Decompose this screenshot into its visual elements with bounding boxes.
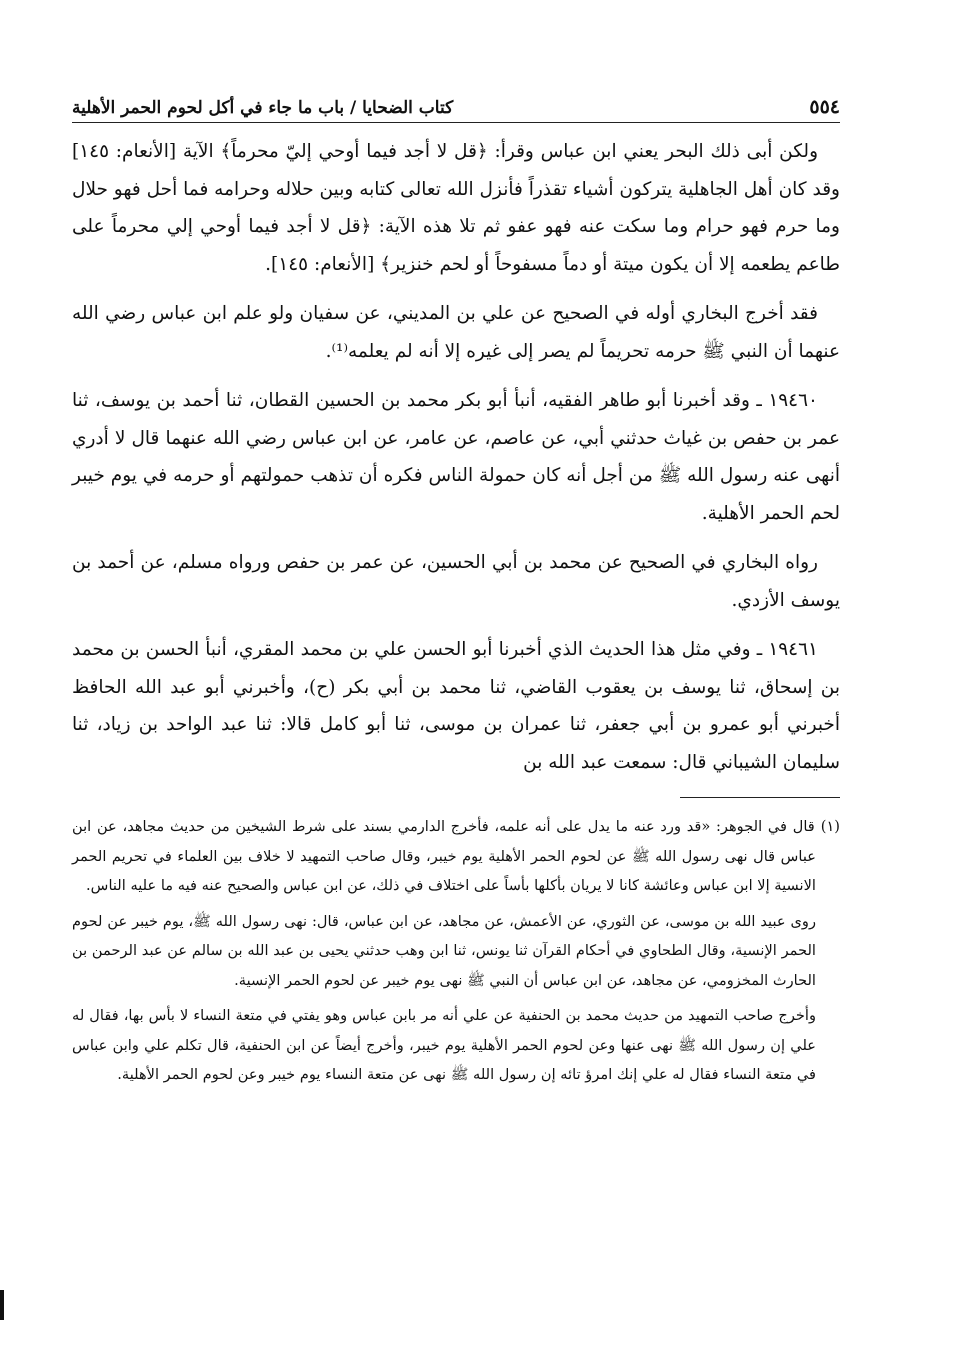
footnote-1 [72, 812, 840, 901]
paragraph-2: فقد أخرج البخاري أوله في الصحيح عن علي بن المديني، عن سفيان ولو علم ابن عباس رضي الله عنهما أن النبي ﷺ حرمه تحريماً لم يصر إلى غيره إلا أنه لم يعلمه⁽¹⁾. [72, 303, 840, 362]
footnotes [72, 812, 840, 1090]
hadith-19461: ١٩٤٦١ ـ وفي مثل هذا الحديث الذي أخبرنا أبو الحسن علي بن محمد المقري، أنبأ الحسن بن محمد بن إسحاق، ثنا يوسف بن يعقوب القاضي، ثنا محمد بن أبي بكر (ح)، وأخبرني أبو عبد الله الحافظ أخبرني أبو عمرو بن أبي جعفر، ثنا عمران بن موسى، ثنا أبو كامل قالا: ثنا عبد الواحد بن زياد، ثنا سليمان الشيباني قال: سمعت عبد الله بن [72, 639, 840, 773]
footnote-1-text: قال في الجوهر: «قد ورد عنه ما يدل على أنه علمه، فأخرج الدارمي بسند على شرط الشيخين من حديث مجاهد، عن ابن عباس قال نهى رسول الله ﷺ عن لحوم الحمر الأهلية يوم خيبر، وقال صاحب التمهيد لا خلاف بين العلماء في تحريم الحمر الانسية إلا ابن عباس وعائشة كانا لا يريان بأكلها بأساً على اختلاف في ذلك، عن ابن عباس والصحيح عنه فيه ما عليه الناس. [72, 818, 816, 894]
footnote-1-continued-1: روى عبيد الله بن موسى، عن الثوري، عن الأعمش، عن مجاهد، عن ابن عباس، قال: نهى رسول الله ﷺ، يوم خيبر عن لحوم الحمر الإنسية، وقال الطحاوي في أحكام القرآن ثنا يونس، ثنا ابن وهب حدثني يحيى بن عبد الله بن سالم عن عبد الرحمن بن الحارث المخزومي، عن مجاهد، عن ابن عباس أن النبي ﷺ نهى يوم خيبر عن لحوم الحمر الإنسية. [72, 912, 816, 989]
page-number: ٥٥٤ [809, 96, 840, 118]
scan-edge-mark [0, 1290, 4, 1320]
footnote-separator [680, 797, 840, 798]
hadith-19460: ١٩٤٦٠ ـ وقد أخبرنا أبو طاهر الفقيه، أنبأ أبو بكر محمد بن الحسين القطان، ثنا أحمد بن يوسف، ثنا عمر بن حفص بن غياث حدثني أبي، عن عاصم، عن عامر، عن ابن عباس رضي الله عنهما قال لا أدري أنهى عنه رسول الله ﷺ من أجل أنه كان حمولة الناس فكره أن تذهب حمولتهم أو حرمه في يوم خيبر لحم الحمر الأهلية. [72, 390, 840, 524]
book-page [72, 84, 840, 1096]
footnote-number: (١) [820, 818, 840, 835]
running-title: كتاب الضحايا / باب ما جاء في أكل لحوم الحمر الأهلية [72, 98, 454, 118]
paragraph-4: رواه البخاري في الصحيح عن محمد بن أبي الحسين، عن عمر بن حفص ورواه مسلم، عن أحمد بن يوسف الأزدي. [72, 552, 840, 611]
footnote-1-continued-2: وأخرج صاحب التمهيد من حديث محمد بن الحنفية عن علي أنه مر بابن عباس وهو يفتي في متعة النساء لا بأس بها، فقال له علي إن رسول الله ﷺ نهى عنها وعن لحوم الحمر الأهلية يوم خيبر، وأخرج أيضاً عن ابن الحنفية، قال تكلم علي وابن عباس في متعة النساء فقال له علي إنك امرؤ تائه إن رسول الله ﷺ نهى عن متعة النساء يوم خيبر وعن لحوم الحمر الأهلية. [72, 1007, 816, 1083]
paragraph-1: ولكن أبى ذلك البحر يعني ابن عباس وقرأ: ﴿قل لا أجد فيما أوحي إليّ محرماً﴾ الآية [الأنعام: ١٤٥] وقد كان أهل الجاهلية يتركون أشياء تقذراً فأنزل الله تعالى كتابه وبين حلاله وحرامه فما أحل فهو حلال وما حرم فهو حرام وما سكت عنه فهو عفو ثم تلا هذه الآية: ﴿قل لا أجد فيما أوحي إلي محرماً على طاعم يطعمه إلا أن يكون ميتة أو دماً مسفوحاً أو لحم خنزير﴾ [الأنعام: ١٤٥]. [72, 141, 840, 275]
page-header [72, 84, 840, 123]
main-text [72, 133, 840, 781]
